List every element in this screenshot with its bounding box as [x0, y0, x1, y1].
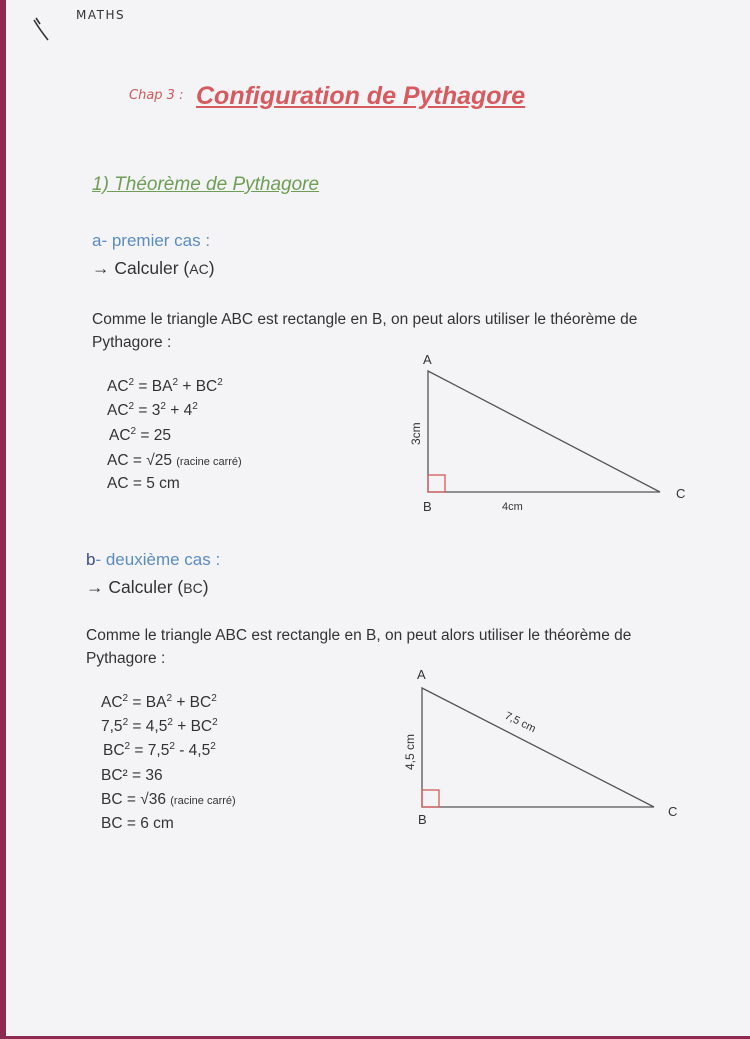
case1-vertex-b: B: [423, 499, 432, 514]
case1-side-ab-label: 3cm: [409, 422, 423, 445]
section-heading: 1) Théorème de Pythagore: [92, 174, 320, 195]
case2-heading: b- deuxième cas :: [86, 550, 221, 569]
case2-right-angle-mark: [422, 790, 439, 807]
case2-sentence: Comme le triangle ABC est rectangle en B, on peut alors utiliser le théorème de Pythagore :: [86, 627, 632, 667]
case1-step2: $AC^2 = 3^2 + 4^2$: [107, 401, 198, 419]
case2-root-line: BC = √36 (racine carré): [101, 791, 236, 808]
case2-vertex-c: C: [668, 804, 678, 819]
case2-step2: $7,5^2 = 4,5^2 + BC^2$: [101, 717, 218, 735]
case2-result: BC = 6 cm: [101, 815, 174, 832]
case2-triangle: [422, 688, 654, 807]
pen-tick-mark-icon: [32, 14, 62, 44]
case2-vertex-b: B: [418, 812, 427, 827]
case1-vertex-c: C: [676, 486, 686, 501]
subject-label: MATHS: [76, 8, 126, 22]
case2-side-ac-label: 7,5 cm: [502, 709, 538, 736]
chapter-label: Chap 3 :: [129, 88, 184, 103]
page-title: Configuration de Pythagore: [196, 82, 526, 110]
case1-step1: $AC^2 = BA^2 + BC^2$: [107, 377, 223, 395]
case1-heading: a- premier cas :: [92, 231, 211, 250]
case2-step1: $AC^2 = BA^2 + BC^2$: [101, 693, 217, 711]
case2-side-ab-label: 4,5 cm: [403, 733, 417, 770]
case1-sentence: Comme le triangle ABC est rectangle en B, on peut alors utiliser le théorème de Pythagore :: [92, 311, 638, 351]
case2-vertex-a: A: [417, 667, 426, 682]
case2-step3: $BC^2 = 7,5^2 - 4,5^2$: [103, 741, 216, 759]
case1-root-line: AC = √25 (racine carré): [107, 452, 242, 469]
case1-task: → Calculer (AC): [92, 258, 215, 278]
case1-side-bc-label: 4cm: [502, 501, 523, 513]
case1-right-angle-mark: [428, 475, 445, 492]
case2-step4: BC² = 36: [101, 767, 163, 784]
case1-triangle-figure: [396, 345, 706, 525]
case2-triangle-figure: [390, 662, 700, 832]
notebook-page: [6, 0, 750, 1036]
case1-result: AC = 5 cm: [107, 475, 180, 492]
case1-vertex-a: A: [423, 352, 432, 367]
case2-task: → Calculer (BC): [86, 577, 209, 597]
case1-triangle: [428, 371, 660, 492]
case1-step3: $AC^2 = 25$: [109, 426, 172, 444]
